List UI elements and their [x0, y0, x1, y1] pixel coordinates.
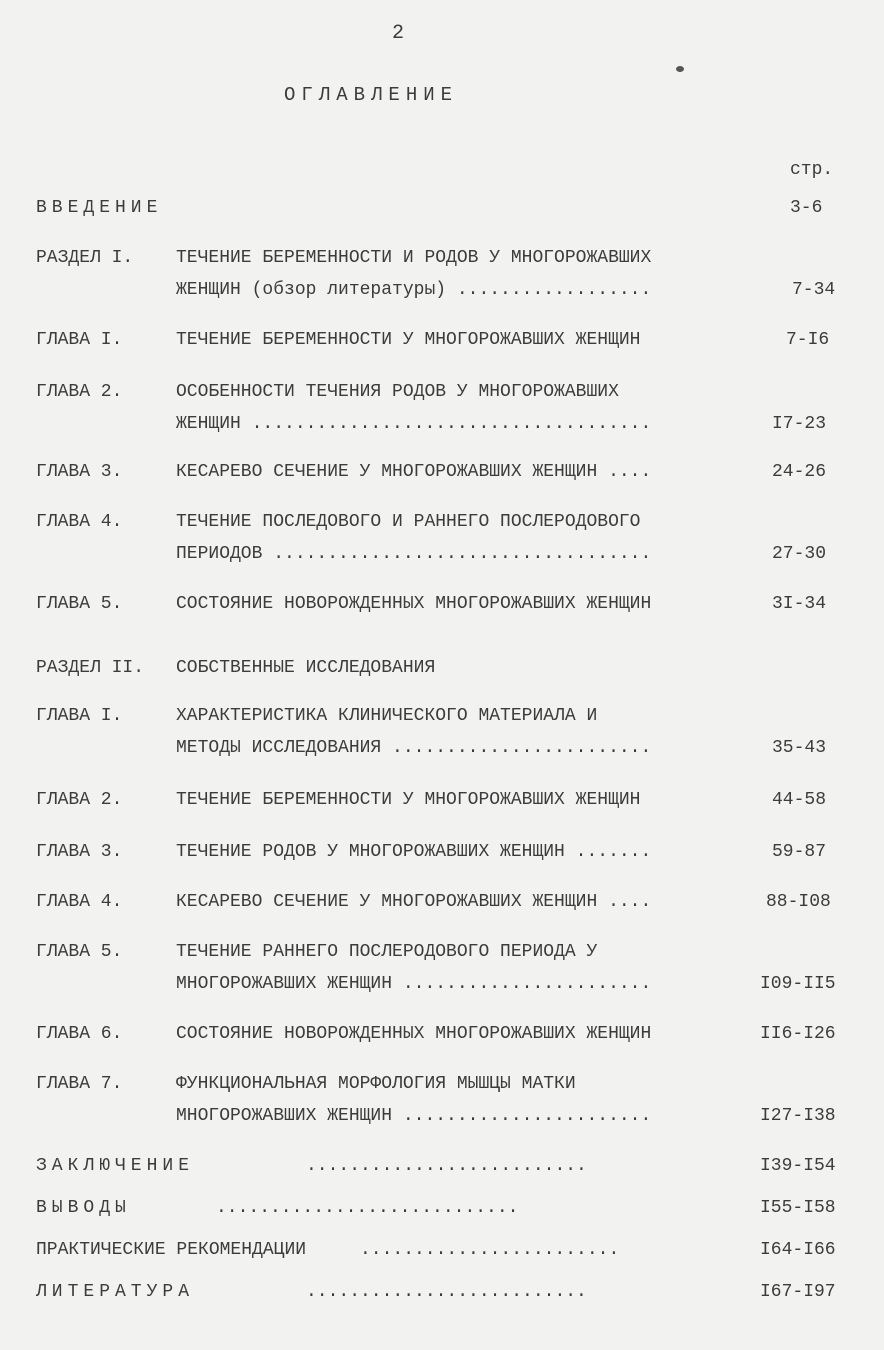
- entry-text: СОБСТВЕННЫЕ ИССЛЕДОВАНИЯ: [176, 658, 436, 678]
- entry-label: ГЛАВА 6.: [36, 1024, 123, 1044]
- entry-text-line-2: МНОГОРОЖАВШИХ ЖЕНЩИН .......................: [176, 1106, 652, 1126]
- entry-label: ГЛАВА 4.: [36, 892, 123, 912]
- entry-pages: 24-26: [772, 462, 827, 482]
- entry-text: ТЕЧЕНИЕ БЕРЕМЕННОСТИ У МНОГОРОЖАВШИХ ЖЕНЩИН: [176, 790, 641, 810]
- entry-text: ТЕЧЕНИЕ ПОСЛЕДОВОГО И РАННЕГО ПОСЛЕРОДОВОГО: [176, 512, 641, 532]
- entry-label: ГЛАВА 2.: [36, 382, 123, 402]
- entry-text-line-2: ЖЕНЩИН (обзор литературы) ..................: [176, 280, 652, 300]
- entry-label: ГЛАВА 4.: [36, 512, 123, 532]
- entry-text: КЕСАРЕВО СЕЧЕНИЕ У МНОГОРОЖАВШИХ ЖЕНЩИН ....: [176, 892, 652, 912]
- entry-pages: 35-43: [772, 738, 827, 758]
- entry-text: СОСТОЯНИЕ НОВОРОЖДЕННЫХ МНОГОРОЖАВШИХ ЖЕНЩИН: [176, 1024, 652, 1044]
- toc-title: ОГЛАВЛЕНИЕ: [284, 84, 459, 106]
- entry-pages: I27-I38: [760, 1106, 836, 1126]
- ink-speck: [676, 66, 684, 72]
- entry-text: ТЕЧЕНИЕ РАННЕГО ПОСЛЕРОДОВОГО ПЕРИОДА У: [176, 942, 598, 962]
- entry-leader: ..........................: [306, 1282, 587, 1302]
- entry-pages: 7-I6: [786, 330, 830, 350]
- entry-leader: ..........................: [306, 1156, 587, 1176]
- entry-text-line-2: ЖЕНЩИН .....................................: [176, 414, 652, 434]
- entry-label: ВВЕДЕНИЕ: [36, 198, 163, 218]
- entry-pages: 44-58: [772, 790, 827, 810]
- entry-label: ГЛАВА 5.: [36, 594, 123, 614]
- entry-leader: ............................: [216, 1198, 519, 1218]
- entry-label: ГЛАВА I.: [36, 706, 123, 726]
- entry-pages: 7-34: [792, 280, 836, 300]
- entry-text: ТЕЧЕНИЕ БЕРЕМЕННОСТИ И РОДОВ У МНОГОРОЖАВШИХ: [176, 248, 652, 268]
- entry-leader: ........................: [360, 1240, 620, 1260]
- entry-pages: I67-I97: [760, 1282, 836, 1302]
- entry-pages: 27-30: [772, 544, 827, 564]
- page-number: 2: [392, 22, 405, 45]
- entry-label: РАЗДЕЛ I.: [36, 248, 134, 268]
- entry-text-line-2: ПЕРИОДОВ ...................................: [176, 544, 652, 564]
- entry-pages: I64-I66: [760, 1240, 836, 1260]
- entry-label: ГЛАВА 7.: [36, 1074, 123, 1094]
- entry-label: ВЫВОДЫ: [36, 1198, 131, 1218]
- entry-label: ГЛАВА 3.: [36, 462, 123, 482]
- entry-pages: 88-I08: [766, 892, 831, 912]
- entry-label: ГЛАВА I.: [36, 330, 123, 350]
- entry-text-line-2: МЕТОДЫ ИССЛЕДОВАНИЯ ........................: [176, 738, 652, 758]
- entry-text: ТЕЧЕНИЕ БЕРЕМЕННОСТИ У МНОГОРОЖАВШИХ ЖЕНЩИН: [176, 330, 641, 350]
- entry-pages: II6-I26: [760, 1024, 836, 1044]
- entry-pages: 3I-34: [772, 594, 827, 614]
- entry-pages: I55-I58: [760, 1198, 836, 1218]
- entry-pages: 3-6: [790, 198, 823, 218]
- entry-label: ЛИТЕРАТУРА: [36, 1282, 195, 1302]
- entry-pages: I39-I54: [760, 1156, 836, 1176]
- entry-label: РАЗДЕЛ II.: [36, 658, 145, 678]
- entry-label: ГЛАВА 3.: [36, 842, 123, 862]
- entry-text: ОСОБЕННОСТИ ТЕЧЕНИЯ РОДОВ У МНОГОРОЖАВШИХ: [176, 382, 619, 402]
- entry-pages: I7-23: [772, 414, 827, 434]
- entry-label: ГЛАВА 2.: [36, 790, 123, 810]
- entry-pages: 59-87: [772, 842, 827, 862]
- entry-text-line-2: МНОГОРОЖАВШИХ ЖЕНЩИН .......................: [176, 974, 652, 994]
- entry-pages: I09-II5: [760, 974, 836, 994]
- entry-text: КЕСАРЕВО СЕЧЕНИЕ У МНОГОРОЖАВШИХ ЖЕНЩИН ....: [176, 462, 652, 482]
- entry-label: ЗАКЛЮЧЕНИЕ: [36, 1156, 195, 1176]
- entry-text: ТЕЧЕНИЕ РОДОВ У МНОГОРОЖАВШИХ ЖЕНЩИН .......: [176, 842, 652, 862]
- entry-text: ХАРАКТЕРИСТИКА КЛИНИЧЕСКОГО МАТЕРИАЛА И: [176, 706, 598, 726]
- entry-text: СОСТОЯНИЕ НОВОРОЖДЕННЫХ МНОГОРОЖАВШИХ ЖЕНЩИН: [176, 594, 652, 614]
- entry-label: ПРАКТИЧЕСКИЕ РЕКОМЕНДАЦИИ: [36, 1240, 307, 1260]
- entry-text: ФУНКЦИОНАЛЬНАЯ МОРФОЛОГИЯ МЫШЦЫ МАТКИ: [176, 1074, 576, 1094]
- page-column-header: стр.: [790, 160, 834, 180]
- entry-label: ГЛАВА 5.: [36, 942, 123, 962]
